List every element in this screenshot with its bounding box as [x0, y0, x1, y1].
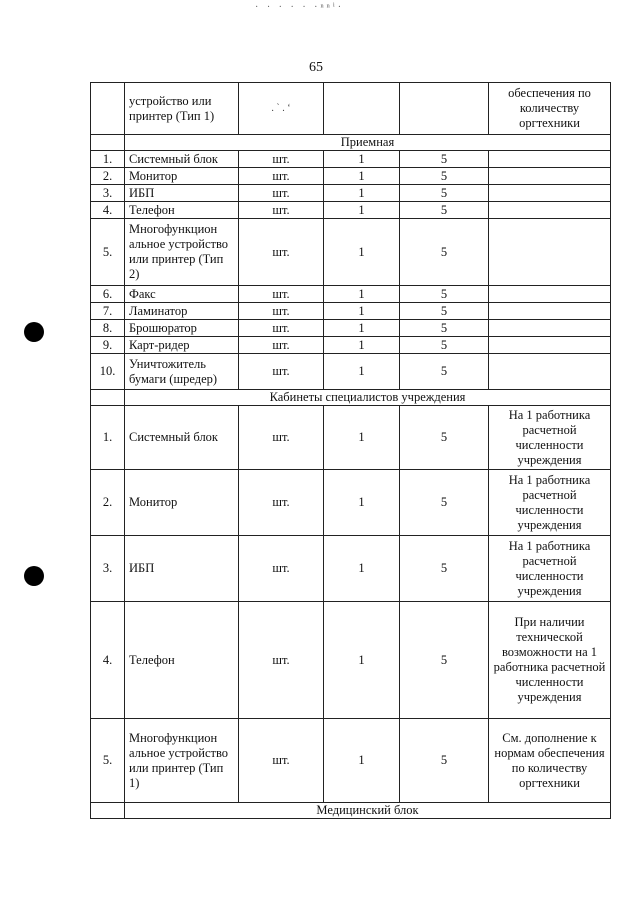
name-cell: устройство или принтер (Тип 1)	[125, 83, 239, 135]
name-cell: Карт-ридер	[125, 337, 239, 354]
term-cell: 5	[400, 219, 489, 286]
name-cell: Монитор	[125, 168, 239, 185]
name-cell: Многофункцион альное устройство или принтер (Тип 1)	[125, 719, 239, 803]
term-cell: 5	[400, 406, 489, 470]
num-cell: 6.	[91, 286, 125, 303]
unit-cell: шт.	[239, 602, 324, 719]
qty-cell: 1	[324, 354, 400, 390]
page-number: 65	[309, 60, 323, 75]
num-cell: 5.	[91, 719, 125, 803]
qty-cell: 1	[324, 151, 400, 168]
section-gutter-cell	[91, 803, 125, 819]
note-cell	[489, 286, 611, 303]
term-cell: 5	[400, 286, 489, 303]
table-row	[91, 83, 611, 135]
note-cell	[489, 151, 611, 168]
num-cell: 4.	[91, 202, 125, 219]
num-cell: 3.	[91, 536, 125, 602]
term-cell: 5	[400, 185, 489, 202]
term-cell: 5	[400, 354, 489, 390]
term-cell: 5	[400, 536, 489, 602]
section-gutter-cell	[91, 135, 125, 151]
name-cell: Брошюратор	[125, 320, 239, 337]
note-cell	[489, 337, 611, 354]
name-cell: Многофункцион альное устройство или принтер (Тип 2)	[125, 219, 239, 286]
num-cell: 1.	[91, 151, 125, 168]
qty-cell: 1	[324, 536, 400, 602]
term-cell: 5	[400, 320, 489, 337]
note-cell: обеспечения по количеству оргтехники	[489, 83, 611, 135]
table-row	[91, 168, 611, 185]
num-cell: 10.	[91, 354, 125, 390]
num-cell: 4.	[91, 602, 125, 719]
note-cell: На 1 работника расчетной численности учреждения	[489, 406, 611, 470]
num-cell: 2.	[91, 168, 125, 185]
term-cell: 5	[400, 168, 489, 185]
num-cell: 9.	[91, 337, 125, 354]
term-cell: 5	[400, 719, 489, 803]
section-row	[91, 803, 611, 819]
num-cell: 5.	[91, 219, 125, 286]
num-cell: 8.	[91, 320, 125, 337]
table-row	[91, 337, 611, 354]
unit-cell: шт.	[239, 337, 324, 354]
unit-cell: шт.	[239, 470, 324, 536]
qty-cell	[324, 83, 400, 135]
note-cell	[489, 168, 611, 185]
note-cell: См. дополнение к нормам обеспечения по количеству оргтехники	[489, 719, 611, 803]
num-cell: 1.	[91, 406, 125, 470]
qty-cell: 1	[324, 202, 400, 219]
table-row	[91, 602, 611, 719]
note-cell	[489, 219, 611, 286]
qty-cell: 1	[324, 219, 400, 286]
unit-cell: шт.	[239, 219, 324, 286]
qty-cell: 1	[324, 337, 400, 354]
qty-cell: 1	[324, 470, 400, 536]
table-row	[91, 286, 611, 303]
unit-cell: шт.	[239, 151, 324, 168]
name-cell: Телефон	[125, 202, 239, 219]
name-cell: Телефон	[125, 602, 239, 719]
unit-cell: шт.	[239, 536, 324, 602]
scan-artifact: · · · · · ·ⁿⁿⁱ·	[255, 2, 345, 13]
term-cell: 5	[400, 151, 489, 168]
unit-cell: . ` . ‘	[239, 83, 324, 135]
table-row	[91, 354, 611, 390]
table-row	[91, 202, 611, 219]
note-cell: На 1 работника расчетной численности учреждения	[489, 470, 611, 536]
unit-cell: шт.	[239, 320, 324, 337]
table-row	[91, 185, 611, 202]
term-cell	[400, 83, 489, 135]
note-cell: На 1 работника расчетной численности учреждения	[489, 536, 611, 602]
qty-cell: 1	[324, 185, 400, 202]
qty-cell: 1	[324, 303, 400, 320]
name-cell: Уничтожитель бумаги (шредер)	[125, 354, 239, 390]
unit-cell: шт.	[239, 719, 324, 803]
qty-cell: 1	[324, 168, 400, 185]
table-row	[91, 303, 611, 320]
unit-cell: шт.	[239, 406, 324, 470]
name-cell: Системный блок	[125, 406, 239, 470]
name-cell: Ламинатор	[125, 303, 239, 320]
table-row	[91, 536, 611, 602]
table-row	[91, 406, 611, 470]
punch-hole	[24, 322, 44, 342]
section-row	[91, 390, 611, 406]
unit-cell: шт.	[239, 168, 324, 185]
equipment-norms-table	[90, 82, 611, 819]
name-cell: Монитор	[125, 470, 239, 536]
section-row	[91, 135, 611, 151]
note-cell	[489, 354, 611, 390]
table-row	[91, 151, 611, 168]
note-cell	[489, 185, 611, 202]
note-cell: При наличии технической возможности на 1 работника расчетной численности учреждения	[489, 602, 611, 719]
qty-cell: 1	[324, 719, 400, 803]
section-title: Приемная	[125, 135, 611, 151]
num-cell: 7.	[91, 303, 125, 320]
unit-cell: шт.	[239, 202, 324, 219]
term-cell: 5	[400, 202, 489, 219]
note-cell	[489, 320, 611, 337]
num-cell	[91, 83, 125, 135]
unit-cell: шт.	[239, 303, 324, 320]
qty-cell: 1	[324, 320, 400, 337]
num-cell: 3.	[91, 185, 125, 202]
name-cell: ИБП	[125, 536, 239, 602]
table-row	[91, 470, 611, 536]
table-row	[91, 719, 611, 803]
note-cell	[489, 202, 611, 219]
name-cell: ИБП	[125, 185, 239, 202]
term-cell: 5	[400, 337, 489, 354]
section-gutter-cell	[91, 390, 125, 406]
section-title: Медицинский блок	[125, 803, 611, 819]
qty-cell: 1	[324, 602, 400, 719]
unit-cell: шт.	[239, 286, 324, 303]
unit-cell: шт.	[239, 185, 324, 202]
section-title: Кабинеты специалистов учреждения	[125, 390, 611, 406]
note-cell	[489, 303, 611, 320]
term-cell: 5	[400, 602, 489, 719]
term-cell: 5	[400, 470, 489, 536]
term-cell: 5	[400, 303, 489, 320]
table-row	[91, 320, 611, 337]
table-row	[91, 219, 611, 286]
name-cell: Факс	[125, 286, 239, 303]
num-cell: 2.	[91, 470, 125, 536]
qty-cell: 1	[324, 406, 400, 470]
name-cell: Системный блок	[125, 151, 239, 168]
punch-hole	[24, 566, 44, 586]
unit-cell: шт.	[239, 354, 324, 390]
qty-cell: 1	[324, 286, 400, 303]
